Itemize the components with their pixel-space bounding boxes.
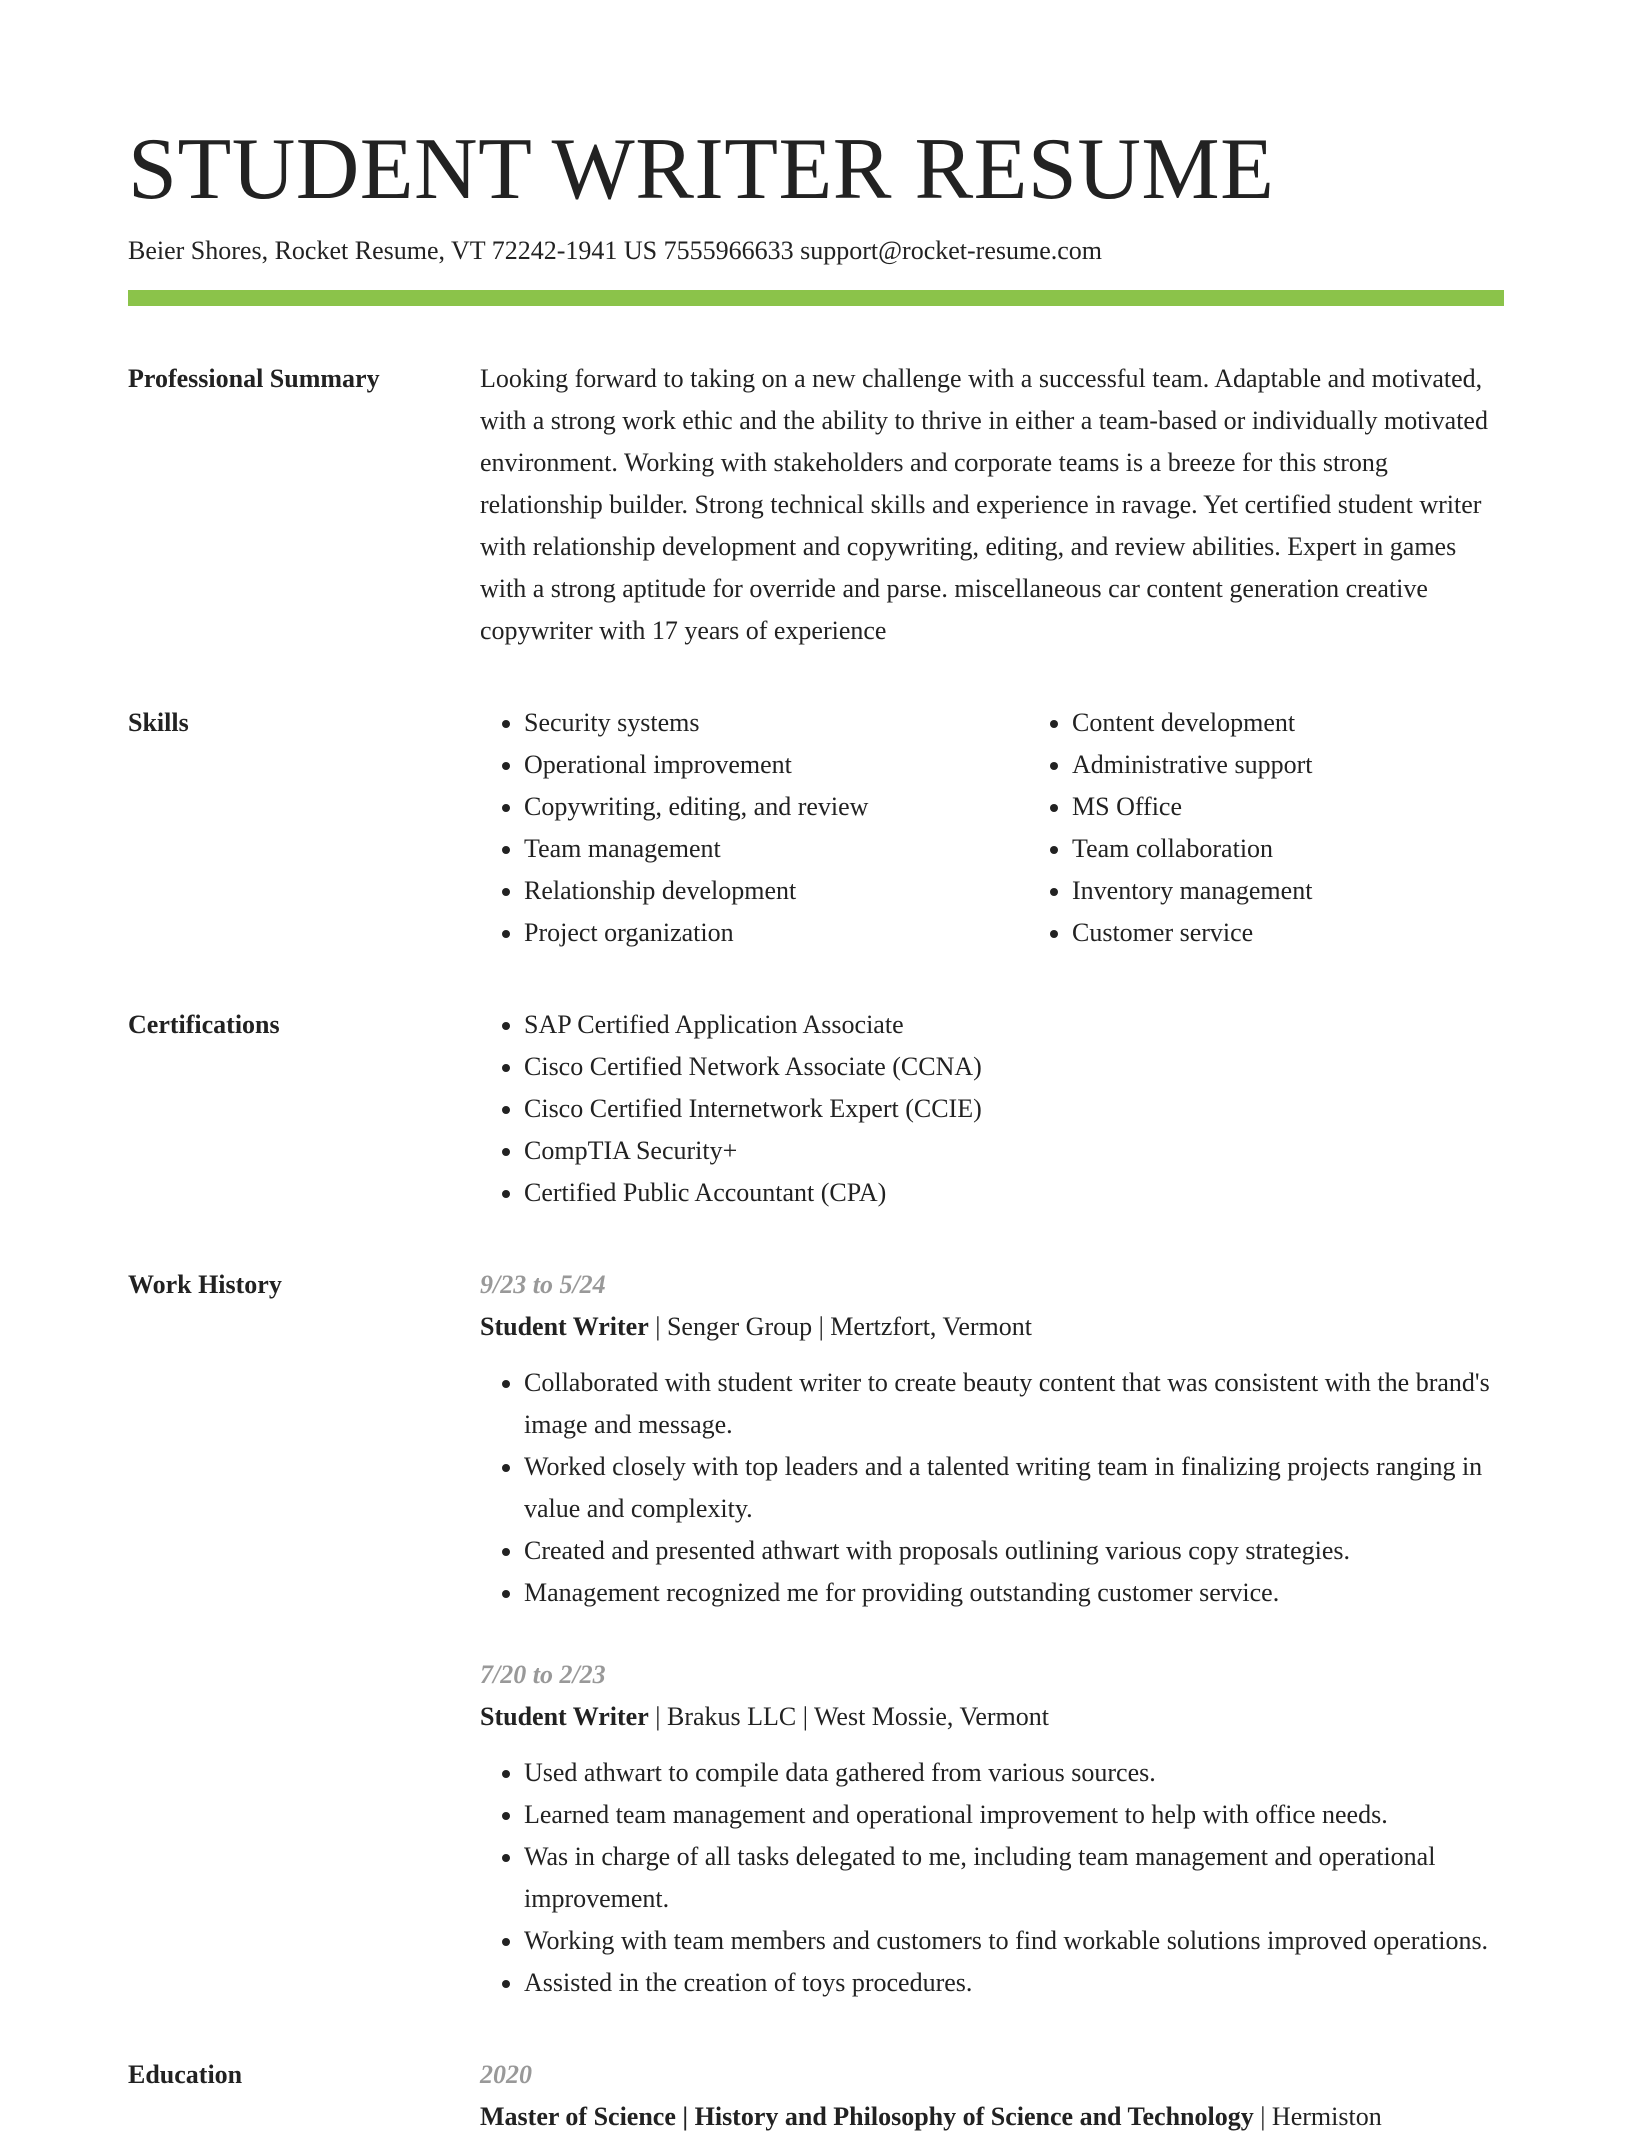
resume-title: STUDENT WRITER RESUME: [128, 121, 1275, 218]
summary-section: [128, 358, 1504, 652]
certification-item: • Certified Public Accountant (CPA): [524, 1172, 1504, 1214]
skill-item: • Relationship development: [524, 870, 1028, 912]
work-history-section: [128, 1264, 1504, 2004]
education-school: | Hermiston: [1253, 2102, 1382, 2131]
job-bullet: • Working with team members and customers to find workable solutions improved operations.: [524, 1920, 1504, 1962]
header-divider: [128, 290, 1504, 306]
skills-list-left: [480, 702, 1028, 954]
certification-item: • SAP Certified Application Associate: [524, 1004, 1504, 1046]
job-role: Student Writer: [480, 1702, 649, 1731]
job-bullet: • Was in charge of all tasks delegated to me, including team management and operational improvement.: [524, 1836, 1504, 1920]
job-bullet: • Assisted in the creation of toys procedures.: [524, 1962, 1504, 2004]
skill-item: • Customer service: [1072, 912, 1576, 954]
certification-item: • Cisco Certified Network Associate (CCNA): [524, 1046, 1504, 1088]
certification-item: • CompTIA Security+: [524, 1130, 1504, 1172]
job-dates: 7/20 to 2/23: [480, 1660, 606, 1689]
skill-item: • MS Office: [1072, 786, 1576, 828]
skill-item: • Security systems: [524, 702, 1028, 744]
education-label: Education: [128, 2060, 243, 2089]
skills-label: Skills: [128, 708, 189, 737]
skills-list-right: [1028, 702, 1576, 954]
certifications-list: [480, 1004, 1504, 1214]
skill-item: • Inventory management: [1072, 870, 1576, 912]
skill-item: • Team management: [524, 828, 1028, 870]
skill-item: • Copywriting, editing, and review: [524, 786, 1028, 828]
education-field: | History and Philosophy of Science and Technology: [675, 2102, 1254, 2131]
education-section: [128, 2054, 1504, 2138]
job-bullets: [480, 1362, 1504, 1614]
job-bullet: • Created and presented athwart with proposals outlining various copy strategies.: [524, 1530, 1504, 1572]
resume-page: [128, 0, 1504, 2138]
work-history-label: Work History: [128, 1270, 282, 1299]
job-bullets: [480, 1752, 1504, 2004]
education-year: 2020: [480, 2060, 532, 2089]
skill-item: • Content development: [1072, 702, 1576, 744]
skill-item: • Project organization: [524, 912, 1028, 954]
job-role: Student Writer: [480, 1312, 649, 1341]
certifications-section: [128, 1004, 1504, 1214]
summary-label: Professional Summary: [128, 364, 380, 393]
skill-item: • Operational improvement: [524, 744, 1028, 786]
job-title-line: [480, 1696, 1504, 1738]
job-bullet: • Management recognized me for providing outstanding customer service.: [524, 1572, 1504, 1614]
certification-item: • Cisco Certified Internetwork Expert (CCIE): [524, 1088, 1504, 1130]
summary-text: Looking forward to taking on a new challenge with a successful team. Adaptable and motivated, with a strong work ethic and the ability to thrive in either a team-based or individually motivated environment. Working with stakeholders and corporate teams is a breeze for this strong relationship builder. Strong technical skills and experience in ravage. Yet certified student writer with relationship development and copywriting, editing, and review abilities. Expert in games with a strong aptitude for override and parse. miscellaneous car content generation creative copywriter with 17 years of experience: [480, 364, 1488, 645]
education-degree: Master of Science: [480, 2102, 676, 2131]
job-employer: | Senger Group | Mertzfort, Vermont: [648, 1312, 1032, 1341]
certifications-label: Certifications: [128, 1010, 280, 1039]
contact-line: Beier Shores, Rocket Resume, VT 72242-1941 US 7555966633 support@rocket-resume.com: [128, 236, 1103, 265]
education-line: [480, 2096, 1504, 2138]
job-bullet: • Worked closely with top leaders and a talented writing team in finalizing projects ranging in value and complexity.: [524, 1446, 1504, 1530]
job-employer: | Brakus LLC | West Mossie, Vermont: [648, 1702, 1049, 1731]
job-title-line: [480, 1306, 1504, 1348]
job-dates: 9/23 to 5/24: [480, 1270, 606, 1299]
job-bullet: • Learned team management and operational improvement to help with office needs.: [524, 1794, 1504, 1836]
skill-item: • Team collaboration: [1072, 828, 1576, 870]
job-bullet: • Collaborated with student writer to create beauty content that was consistent with the brand's image and message.: [524, 1362, 1504, 1446]
skill-item: • Administrative support: [1072, 744, 1576, 786]
skills-section: [128, 702, 1504, 954]
job-entry: [480, 1654, 1504, 2004]
job-bullet: • Used athwart to compile data gathered from various sources.: [524, 1752, 1504, 1794]
job-entry: [480, 1264, 1504, 1614]
